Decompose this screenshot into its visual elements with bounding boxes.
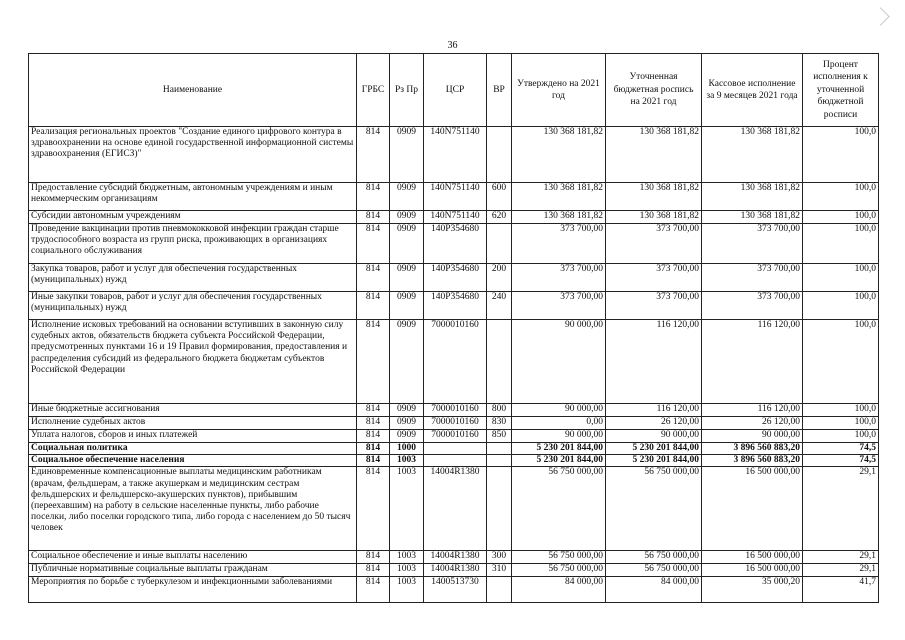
table-row [29,564,879,577]
cell-executed: 130 368 181,82 [702,211,803,224]
cell-grbs: 814 [357,467,390,551]
cell-refined: 56 750 000,00 [606,467,702,551]
cell-vr [487,224,512,264]
header-rzpr: Рз Пр [390,54,424,127]
page-corner-mark [871,7,889,25]
cell-csr: 140N751140 [424,211,487,224]
cell-approved: 0,00 [512,417,606,430]
cell-approved: 373 700,00 [512,292,606,320]
table-row [29,443,879,455]
cell-csr: 7000010160 [424,320,487,404]
page-number: 36 [447,40,458,51]
cell-grbs: 814 [357,320,390,404]
cell-refined: 130 368 181,82 [606,211,702,224]
header-executed: Кассовое исполнение за 9 месяцев 2021 года [702,54,803,127]
cell-approved: 373 700,00 [512,264,606,292]
cell-approved: 90 000,00 [512,404,606,417]
cell-executed: 35 000,20 [702,577,803,603]
cell-grbs: 814 [357,183,390,211]
cell-csr [424,455,487,467]
cell-vr [487,467,512,551]
cell-refined: 373 700,00 [606,264,702,292]
cell-percent: 100,0 [803,183,879,211]
cell-csr: 14004R1380 [424,564,487,577]
table-row [29,577,879,603]
cell-approved: 5 230 201 844,00 [512,443,606,455]
cell-vr: 850 [487,430,512,443]
header-refined: Уточненная бюджетная роспись на 2021 год [606,54,702,127]
cell-name: Уплата налогов, сборов и иных платежей [29,430,357,443]
cell-percent: 74,5 [803,455,879,467]
cell-csr: 140N751140 [424,127,487,183]
cell-refined: 56 750 000,00 [606,564,702,577]
table-row [29,455,879,467]
header-percent: Процент исполнения к уточненной бюджетной росписи [803,54,879,127]
cell-executed: 16 500 000,00 [702,467,803,551]
cell-percent: 100,0 [803,224,879,264]
header-csr: ЦСР [424,54,487,127]
table-row [29,264,879,292]
cell-percent: 100,0 [803,292,879,320]
table-body [29,127,879,603]
cell-refined: 373 700,00 [606,224,702,264]
cell-csr: 140P354680 [424,292,487,320]
cell-vr [487,127,512,183]
cell-name: Исполнение исковых требований на основании вступивших в законную силу судебных актов, обязательств бюджета субъекта Российской Федерации, предусмотренных пунктами 16 и 19 Правил формирования, предоставления и распределения субсидий из федерального бюджета бюджетам субъектов Российской Федерации [29,320,357,404]
cell-percent: 100,0 [803,404,879,417]
cell-vr: 620 [487,211,512,224]
cell-csr: 14004R1380 [424,467,487,551]
cell-rzpr: 0909 [390,264,424,292]
cell-grbs: 814 [357,577,390,603]
cell-vr: 600 [487,183,512,211]
cell-csr [424,443,487,455]
cell-percent: 74,5 [803,443,879,455]
cell-refined: 5 230 201 844,00 [606,443,702,455]
header-name: Наименование [29,54,357,127]
cell-vr: 200 [487,264,512,292]
cell-executed: 26 120,00 [702,417,803,430]
table-header-row [29,54,879,127]
cell-percent: 100,0 [803,127,879,183]
cell-rzpr: 0909 [390,417,424,430]
table-row [29,320,879,404]
cell-rzpr: 0909 [390,430,424,443]
cell-approved: 130 368 181,82 [512,183,606,211]
cell-approved: 130 368 181,82 [512,211,606,224]
cell-grbs: 814 [357,224,390,264]
cell-refined: 26 120,00 [606,417,702,430]
cell-name: Иные закупки товаров, работ и услуг для обеспечения государственных (муниципальных) нужд [29,292,357,320]
cell-vr [487,320,512,404]
cell-rzpr: 0909 [390,404,424,417]
cell-approved: 373 700,00 [512,224,606,264]
cell-name: Реализация региональных проектов "Создание единого цифрового контура в здравоохранении на основе единой государственной информационной системы здравоохранения (ЕГИСЗ)" [29,127,357,183]
table-row [29,211,879,224]
cell-executed: 116 120,00 [702,404,803,417]
cell-grbs: 814 [357,211,390,224]
cell-name: Социальная политика [29,443,357,455]
cell-rzpr: 1003 [390,455,424,467]
table-row [29,127,879,183]
table-row [29,430,879,443]
cell-percent: 29,1 [803,467,879,551]
cell-grbs: 814 [357,404,390,417]
header-grbs: ГРБС [357,54,390,127]
cell-csr: 7000010160 [424,417,487,430]
cell-csr: 1400513730 [424,577,487,603]
cell-executed: 3 896 560 883,20 [702,455,803,467]
table-row [29,417,879,430]
cell-vr: 310 [487,564,512,577]
cell-percent: 100,0 [803,211,879,224]
cell-refined: 90 000,00 [606,430,702,443]
cell-csr: 140N751140 [424,183,487,211]
cell-approved: 84 000,00 [512,577,606,603]
cell-name: Социальное обеспечение и иные выплаты населению [29,551,357,564]
cell-csr: 7000010160 [424,404,487,417]
cell-executed: 116 120,00 [702,320,803,404]
cell-approved: 56 750 000,00 [512,467,606,551]
cell-approved: 90 000,00 [512,320,606,404]
cell-rzpr: 0909 [390,320,424,404]
cell-approved: 5 230 201 844,00 [512,455,606,467]
cell-rzpr: 1003 [390,564,424,577]
cell-name: Исполнение судебных актов [29,417,357,430]
cell-csr: 14004R1380 [424,551,487,564]
cell-refined: 56 750 000,00 [606,551,702,564]
cell-vr: 830 [487,417,512,430]
cell-refined: 116 120,00 [606,320,702,404]
cell-percent: 100,0 [803,264,879,292]
cell-executed: 3 896 560 883,20 [702,443,803,455]
table-row [29,404,879,417]
table-row [29,183,879,211]
cell-rzpr: 0909 [390,211,424,224]
cell-refined: 116 120,00 [606,404,702,417]
cell-refined: 5 230 201 844,00 [606,455,702,467]
table-row [29,292,879,320]
cell-rzpr: 0909 [390,224,424,264]
cell-grbs: 814 [357,430,390,443]
cell-grbs: 814 [357,264,390,292]
cell-executed: 130 368 181,82 [702,183,803,211]
cell-rzpr: 0909 [390,127,424,183]
cell-grbs: 814 [357,455,390,467]
cell-percent: 100,0 [803,430,879,443]
cell-percent: 29,1 [803,551,879,564]
cell-percent: 29,1 [803,564,879,577]
cell-rzpr: 1000 [390,443,424,455]
cell-grbs: 814 [357,417,390,430]
cell-refined: 373 700,00 [606,292,702,320]
cell-name: Закупка товаров, работ и услуг для обеспечения государственных (муниципальных) нужд [29,264,357,292]
cell-executed: 90 000,00 [702,430,803,443]
cell-refined: 130 368 181,82 [606,127,702,183]
header-vr: ВР [487,54,512,127]
table-row [29,224,879,264]
cell-executed: 16 500 000,00 [702,564,803,577]
cell-percent: 41,7 [803,577,879,603]
cell-refined: 130 368 181,82 [606,183,702,211]
cell-rzpr: 0909 [390,183,424,211]
table-row [29,551,879,564]
cell-vr: 800 [487,404,512,417]
cell-csr: 140P354680 [424,224,487,264]
cell-name: Проведение вакцинации против пневмококковой инфекции граждан старше трудоспособного возраста из групп риска, проживающих в организациях социального обслуживания [29,224,357,264]
cell-executed: 373 700,00 [702,264,803,292]
cell-rzpr: 1003 [390,551,424,564]
cell-refined: 84 000,00 [606,577,702,603]
cell-approved: 56 750 000,00 [512,551,606,564]
cell-executed: 373 700,00 [702,224,803,264]
header-approved: Утверждено на 2021 год [512,54,606,127]
cell-vr: 300 [487,551,512,564]
cell-vr [487,443,512,455]
cell-name: Предоставление субсидий бюджетным, автономным учреждениям и иным некоммерческим организациям [29,183,357,211]
cell-grbs: 814 [357,564,390,577]
cell-executed: 16 500 000,00 [702,551,803,564]
cell-grbs: 814 [357,443,390,455]
cell-name: Социальное обеспечение населения [29,455,357,467]
cell-csr: 7000010160 [424,430,487,443]
table-row [29,467,879,551]
cell-name: Мероприятия по борьбе с туберкулезом и инфекционными заболеваниями [29,577,357,603]
cell-name: Иные бюджетные ассигнования [29,404,357,417]
cell-grbs: 814 [357,127,390,183]
cell-vr [487,455,512,467]
cell-percent: 100,0 [803,320,879,404]
cell-approved: 90 000,00 [512,430,606,443]
cell-executed: 373 700,00 [702,292,803,320]
cell-vr [487,577,512,603]
cell-percent: 100,0 [803,417,879,430]
cell-grbs: 814 [357,551,390,564]
cell-rzpr: 1003 [390,577,424,603]
cell-csr: 140P354680 [424,264,487,292]
budget-table [28,53,879,603]
cell-name: Единовременные компенсационные выплаты медицинским работникам (врачам, фельдшерам, а также акушеркам и медицинским сестрам фельдшерских и фельдшерско-акушерских пунктов), прибывшим (переехавшим) на работу в сельские населенные пункты, либо рабочие поселки, либо поселки городского типа, либо города с населением до 50 тысяч человек [29,467,357,551]
cell-name: Публичные нормативные социальные выплаты гражданам [29,564,357,577]
cell-vr: 240 [487,292,512,320]
cell-approved: 130 368 181,82 [512,127,606,183]
cell-executed: 130 368 181,82 [702,127,803,183]
cell-name: Субсидии автономным учреждениям [29,211,357,224]
cell-approved: 56 750 000,00 [512,564,606,577]
cell-rzpr: 0909 [390,292,424,320]
cell-grbs: 814 [357,292,390,320]
cell-rzpr: 1003 [390,467,424,551]
